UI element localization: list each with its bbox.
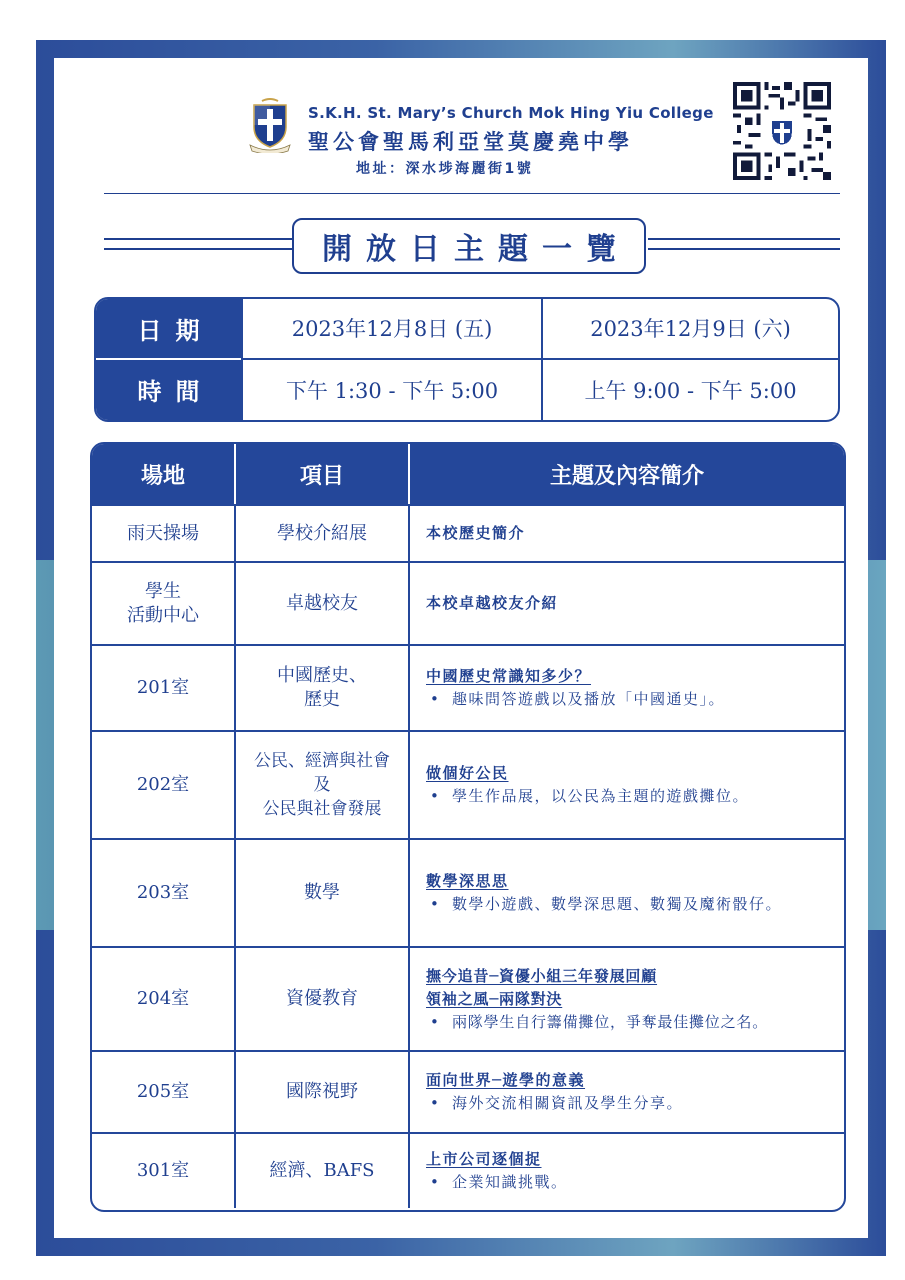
school-name-chinese: 聖公會聖馬利亞堂莫慶堯中學 (308, 130, 633, 154)
header-topic: 主題及內容簡介 (408, 444, 844, 504)
topic-cell (408, 948, 844, 1050)
venue-cell: 202室 (136, 774, 190, 795)
topic-title: 撫今追昔─資優小組三年發展回顧 (426, 966, 658, 985)
table-row (92, 732, 844, 840)
table-row (92, 948, 844, 1052)
topic-title: 上市公司逐個捉 (426, 1150, 542, 1168)
item-cell: 學校介紹展 (234, 506, 408, 561)
topics-table (90, 442, 846, 1212)
topic-title-2: 領袖之風─兩隊對決 (426, 989, 563, 1008)
time-label: 時間 (96, 360, 241, 421)
venue-cell: 雨天操場 (127, 522, 199, 544)
venue-cell: 203室 (136, 882, 190, 903)
topic-title: 面向世界─遊學的意義 (426, 1071, 586, 1089)
item-cell: 數學 (234, 840, 408, 946)
topic-cell (408, 840, 844, 946)
topic-cell (408, 563, 844, 644)
date-label: 日期 (96, 299, 241, 360)
school-name-english: S.K.H. St. Mary’s Church Mok Hing Yiu College (308, 104, 714, 122)
topic-title: 做個好公民 (426, 764, 509, 782)
bullet-icon: • (430, 690, 441, 708)
table-row (92, 1052, 844, 1134)
topic-cell (408, 646, 844, 730)
venue-cell: 301室 (136, 1160, 190, 1181)
schedule-table (94, 297, 840, 422)
venue-cell: 205室 (136, 1081, 190, 1102)
item-cell: 卓越校友 (234, 563, 408, 644)
topic-title: 數學深思思 (426, 872, 509, 890)
topic-detail: 海外交流相關資訊及學生分享。 (452, 1094, 684, 1112)
table-row (92, 563, 844, 646)
item-cell: 公民、經濟與社會 及 公民與社會發展 (234, 732, 408, 838)
header-venue: 場地 (140, 463, 185, 489)
venue-cell: 學生 活動中心 (127, 580, 199, 626)
qr-code-icon[interactable] (733, 82, 831, 180)
table-row (92, 646, 844, 732)
day2-date: 2023年12月9日 (六) (541, 299, 838, 360)
topic-detail: 趣味問答遊戲以及播放「中國通史」。 (452, 690, 726, 708)
table-row (92, 506, 844, 563)
item-cell: 中國歷史、 歷史 (234, 646, 408, 730)
header-item: 項目 (234, 444, 408, 504)
table-header-row (92, 444, 844, 506)
table-row (92, 1134, 844, 1208)
school-crest-icon (248, 97, 292, 153)
topic-text: 本校歷史簡介 (426, 524, 526, 542)
venue-cell: 204室 (136, 988, 190, 1009)
topic-cell (408, 1134, 844, 1208)
topic-text: 本校卓越校友介紹 (426, 594, 559, 612)
bullet-icon: • (430, 1012, 440, 1031)
bullet-icon: • (430, 1173, 441, 1191)
school-address: 地址：深水埗海麗街1號 (356, 161, 534, 177)
item-cell: 經濟、BAFS (234, 1134, 408, 1208)
bullet-icon: • (430, 787, 441, 805)
day1-time: 下午 1:30 - 下午 5:00 (241, 360, 541, 421)
topic-detail: 兩隊學生自行籌備攤位，爭奪最佳攤位之名。 (452, 1012, 769, 1031)
topic-detail: 數學小遊戲、數學深思題、數獨及魔術骰仔。 (452, 895, 783, 913)
topic-cell (408, 732, 844, 838)
title-rule-left (104, 238, 292, 250)
bullet-icon: • (430, 895, 441, 913)
bullet-icon: • (430, 1094, 441, 1112)
table-row (92, 840, 844, 948)
item-cell: 資優教育 (234, 948, 408, 1050)
item-cell: 國際視野 (234, 1052, 408, 1132)
header-divider (104, 193, 840, 194)
topic-detail: 企業知識挑戰。 (452, 1173, 568, 1191)
topic-cell (408, 1052, 844, 1132)
page-title: 開放日主題一覽 (292, 218, 646, 274)
venue-cell: 201室 (136, 677, 190, 698)
day1-date: 2023年12月8日 (五) (241, 299, 541, 360)
topic-title: 中國歷史常識知多少？ (426, 667, 592, 685)
topic-detail: 學生作品展，以公民為主題的遊戲攤位。 (452, 787, 750, 805)
title-rule-right (648, 238, 840, 250)
topic-cell (408, 506, 844, 561)
day2-time: 上午 9:00 - 下午 5:00 (541, 360, 838, 421)
